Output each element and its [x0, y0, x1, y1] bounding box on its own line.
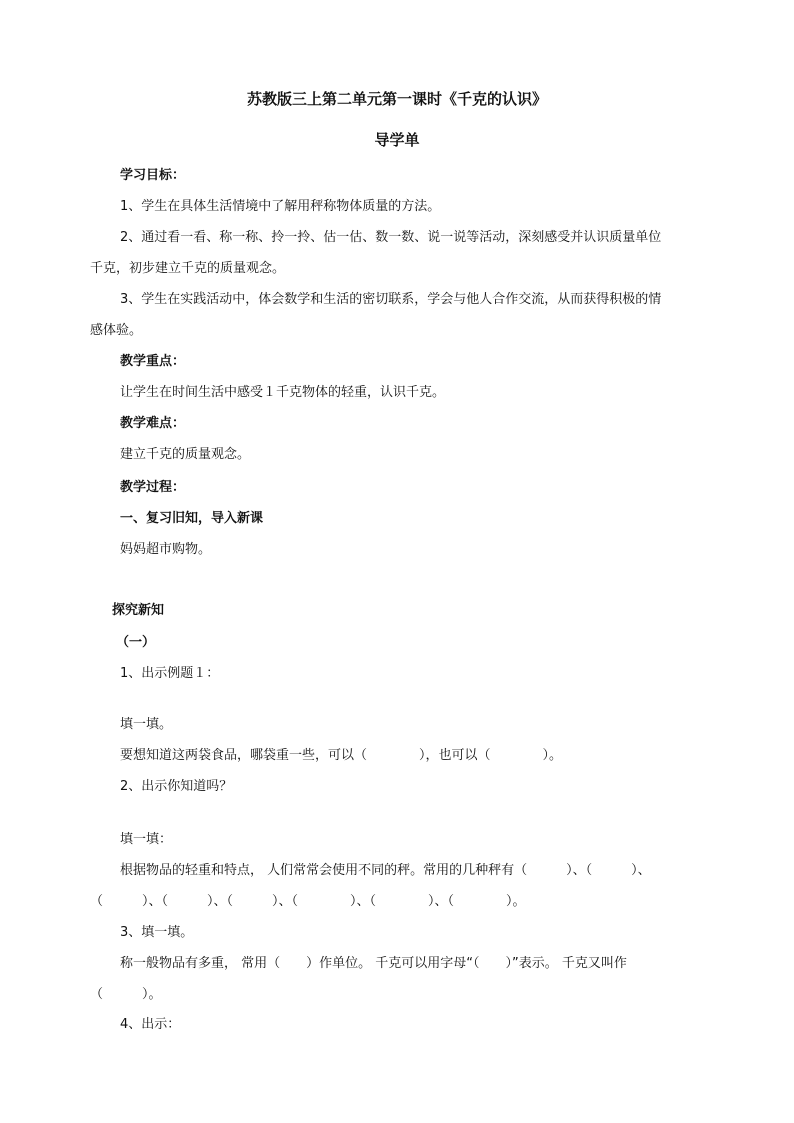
goals-heading: 学习目标： — [120, 168, 186, 183]
fill-3-line-1: 称一般物品有多重， 常用（ ）作单位。 千克可以用字母“（ ）”表示。 千克又叫作 — [120, 956, 627, 971]
fill-2-line-1: 根据物品的轻重和特点， 人们常常会使用不同的秤。常用的几种秤有（ ）、（ ）、 — [120, 863, 651, 878]
section-1-heading: 一、复习旧知，导入新课 — [120, 511, 264, 526]
fill-2-line-2: （ ）、（ ）、（ ）、（ ）、（ ）、（ ）。 — [90, 894, 526, 909]
key-points-text: 让学生在时间生活中感受１千克物体的轻重，认识千克。 — [120, 385, 446, 400]
fill-3-line-2: （ ）。 — [90, 987, 162, 1002]
goal-1: 1、学生在具体生活情境中了解用秤称物体质量的方法。 — [120, 199, 441, 214]
process-heading: 教学过程： — [120, 480, 186, 495]
item-3: 3、填一填。 — [120, 925, 194, 940]
document-title: 苏教版三上第二单元第一课时《千克的认识》 — [246, 90, 547, 108]
difficulty-text: 建立千克的质量观念。 — [120, 447, 251, 462]
goal-2-line-2: 千克，初步建立千克的质量观念。 — [90, 261, 286, 276]
difficulty-heading: 教学难点： — [120, 416, 186, 431]
item-4: 4、出示： — [120, 1017, 181, 1032]
goal-3-line-1: 3、学生在实践活动中，体会数学和生活的密切联系，学会与他人合作交流，从而获得积极的情 — [120, 292, 662, 307]
key-points-heading: 教学重点： — [120, 354, 186, 369]
explore-heading: 探究新知 — [112, 603, 165, 618]
document-subtitle: 导学单 — [374, 131, 420, 149]
section-1-text: 妈妈超市购物。 — [120, 542, 212, 557]
goal-2-line-1: 2、通过看一看、称一称、拎一拎、估一估、数一数、说一说等活动，深刻感受并认识质量单位 — [120, 230, 662, 245]
part-1-label: （一） — [116, 635, 156, 650]
fill-2-label: 填一填： — [120, 832, 173, 847]
item-1: 1、出示例题１： — [120, 666, 220, 681]
fill-1-text: 要想知道这两袋食品，哪袋重一些，可以（ ），也可以（ ）。 — [120, 748, 563, 763]
goal-3-line-2: 感体验。 — [90, 323, 143, 338]
item-2: 2、出示你知道吗？ — [120, 779, 233, 794]
fill-1-label: 填一填。 — [120, 717, 173, 732]
